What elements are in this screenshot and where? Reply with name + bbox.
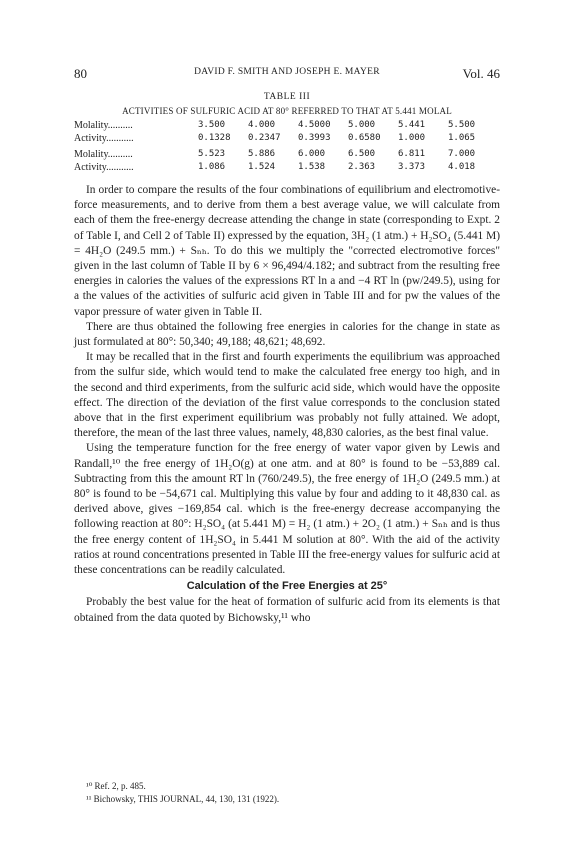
volume-label: Vol. 46 [462, 66, 500, 81]
page-number: 80 [74, 66, 87, 81]
table-cell: 6.000 [298, 149, 326, 159]
table-cell: 0.6580 [348, 133, 381, 143]
row-label: Activity........... [74, 162, 134, 173]
table-cell: 1.086 [198, 162, 226, 172]
row-label: Activity........... [74, 133, 134, 144]
table-cell: 5.886 [248, 149, 276, 159]
section-heading: Calculation of the Free Energies at 25° [186, 580, 388, 593]
paragraph: There are thus obtained the following free energies in calories for the change in state as just formulated at 80°: 50,340; 49,188; 48,621; 48,692. [74, 320, 500, 349]
table-cell: 5.441 [398, 120, 426, 130]
table-cell: 4.018 [448, 162, 476, 172]
table-cell: 3.500 [198, 120, 226, 130]
table-cell: 6.811 [398, 149, 426, 159]
table-row [74, 132, 498, 145]
paragraph: In order to compare the results of the four combinations of equilibrium and electromotive-force measurements, and to derive from them a best average value, we will calculate from each of them the free-energy decrease attending the change in state (corresponding to Expt. 2 of Table I, and Cell 2 of Table II) expressed by the equation, 3H₂ (1 atm.) + H₂SO₄ (5.441 M) = 4H₂O (249.5 mm.) + Sₙₕ. To do this we multiply the "corrected electromotive forces" given in the last column of Table II by 6 × 96,494/4.182; and subtract from the resulting free energies in calories the values of the expressions RT ln a and −4 RT ln (pw/249.5), using for a the values of the activities of sulfuric acid given in Table III and for pw the values of the vapor pressure of water given in Table II. [74, 184, 500, 318]
running-title-authors: DAVID F. SMITH AND JOSEPH E. MAYER [194, 67, 380, 77]
table-cell: 5.000 [348, 120, 376, 130]
paragraph: Probably the best value for the heat of formation of sulfuric acid from its elements is that obtained from the data quoted by Bichowsky,¹¹ who [74, 596, 500, 624]
row-label: Molality.......... [74, 120, 133, 131]
table-subtitle: ACTIVITIES OF SULFURIC ACID AT 80° REFERRED TO THAT AT 5.441 MOLAL [122, 106, 452, 116]
table-row [74, 145, 498, 161]
table-cell: 5.500 [448, 120, 476, 130]
footnotes [86, 780, 279, 806]
table-cell: 1.538 [298, 162, 326, 172]
body-text [74, 183, 500, 626]
table-cell: 4.5000 [298, 120, 331, 130]
paragraph: It may be recalled that in the first and fourth experiments the equilibrium was approached from the sulfur side, which would tend to make the calculated free energy too high, and in the second and third experiments, from the sulfuric acid side, which would have the opposite effect. The direction of the deviation of the first value corresponds to the conclusion stated above that in the first experiment equilibrium was probably not fully attained. We adopt, therefore, the mean of the last three values, namely, 48,830 calories, as the best final value. [74, 351, 500, 440]
running-header [74, 66, 500, 82]
table-cell: 1.065 [448, 133, 476, 143]
footnote: ¹⁰ Ref. 2, p. 485. [86, 781, 146, 791]
table-cell: 6.500 [348, 149, 376, 159]
paragraph: Using the temperature function for the free energy of water vapor given by Lewis and Randall,¹⁰ the free energy of 1H₂O(g) at one atm. and at 80° is found to be −53,889 cal. Subtracting from this the amount RT ln (760/249.5), the free energy of 1H₂O (249.5 mm.) at 80° is found to be −54,671 cal. Multiplying this value by four and adding to it 48,830 cal. as derived above, gives −169,854 cal. which is the free-energy decrease accompanying the following reaction at 80°: H₂SO₄ (at 5.441 M) = H₂ (1 atm.) + 2O₂ (1 atm.) + Sₙₕ and is thus the free energy content of 1H₂SO₄ in 5.441 M solution at 80°. With the aid of the activity ratios at round concentrations presented in Table III the free-energy values for sulfuric acid at these concentrations can be readily calculated. [74, 442, 500, 577]
table-cell: 7.000 [448, 149, 476, 159]
table-cell: 0.1328 [198, 133, 231, 143]
footnote: ¹¹ Bichowsky, THIS JOURNAL, 44, 130, 131 (1922). [86, 794, 280, 804]
table-row [74, 161, 498, 174]
table-cell: 3.373 [398, 162, 426, 172]
table-cell: 5.523 [198, 149, 226, 159]
table-cell: 4.000 [248, 120, 276, 130]
table-cell: 0.2347 [248, 133, 281, 143]
activity-table [74, 119, 498, 174]
table-cell: 0.3993 [298, 133, 331, 143]
row-label: Molality.......... [74, 149, 133, 160]
table-row [74, 119, 498, 132]
table-cell: 1.000 [398, 133, 426, 143]
table-cell: 2.363 [348, 162, 376, 172]
table-caption: TABLE III [263, 92, 311, 102]
table-cell: 1.524 [248, 162, 276, 172]
